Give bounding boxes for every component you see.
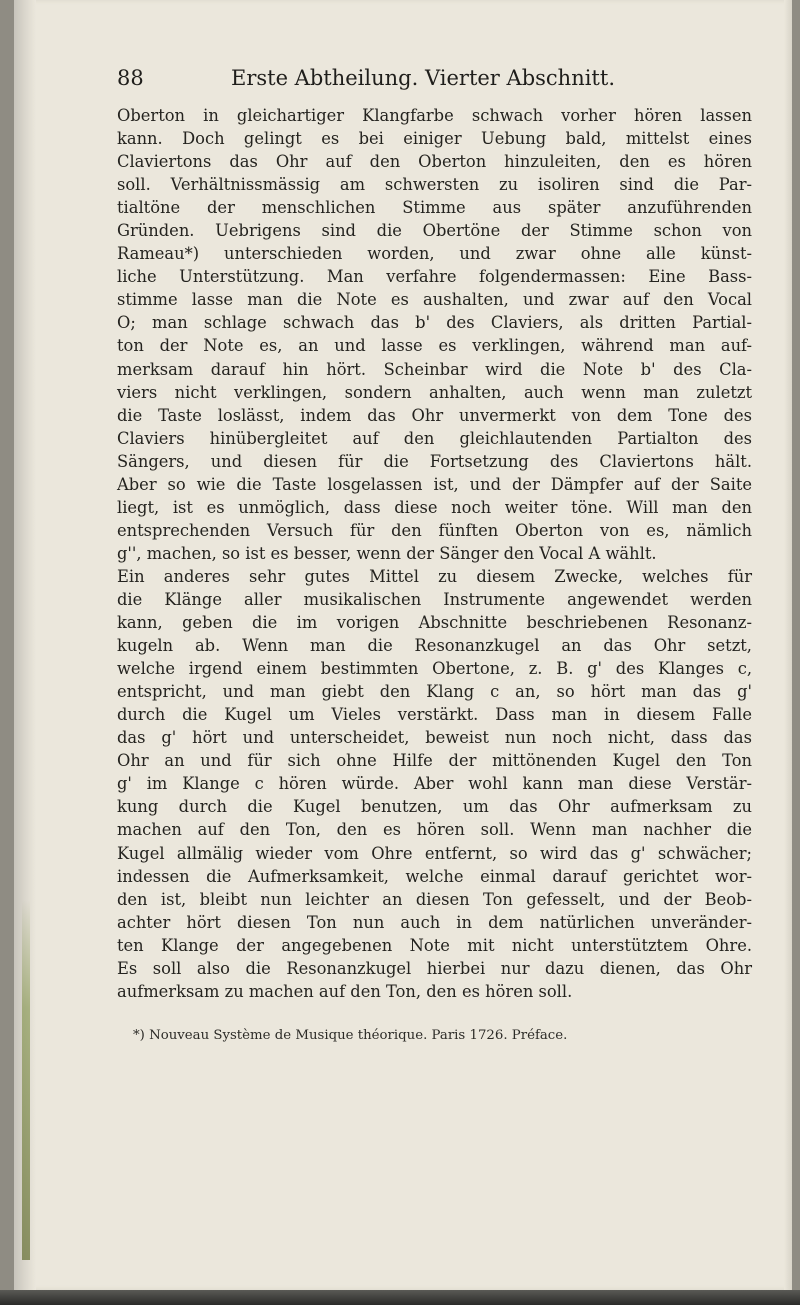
- text-line: ten Klange der angegebenen Note mit nicht unterstütztem Ohre.: [117, 935, 752, 955]
- text-line: stimme lasse man die Note es aushalten, und zwar auf den Vocal: [117, 290, 752, 310]
- text-line: tialtöne der menschlichen Stimme aus später anzuführenden: [117, 198, 752, 218]
- text-line: kann. Doch gelingt es bei einiger Uebung bald, mittelst eines: [117, 129, 752, 149]
- text-line: die Taste loslässt, indem das Ohr unvermerkt von dem Tone des: [117, 405, 752, 425]
- text-line: Gründen. Uebrigens sind die Obertöne der Stimme schon von: [117, 221, 752, 241]
- text-line: machen auf den Ton, den es hören soll. Wenn man nachher die: [117, 820, 752, 840]
- book-page: [14, 0, 792, 1290]
- running-head: Erste Abtheilung. Vierter Abschnitt.: [231, 66, 615, 90]
- page-number: 88: [117, 66, 144, 90]
- text-line: welche irgend einem bestimmten Obertone, z. B. g' des Klanges c,: [117, 659, 752, 679]
- scan-bottom-edge: [0, 1290, 800, 1305]
- text-line: durch die Kugel um Vieles verstärkt. Dass man in diesem Falle: [117, 705, 752, 725]
- text-line: aufmerksam zu machen auf den Ton, den es hören soll.: [117, 981, 573, 1001]
- text-line: kugeln ab. Wenn man die Resonanzkugel an das Ohr setzt,: [117, 636, 752, 656]
- text-line: Sängers, und diesen für die Fortsetzung des Claviertons hält.: [117, 451, 752, 471]
- text-line: achter hört diesen Ton nun auch in dem natürlichen unveränder-: [117, 912, 752, 932]
- text-line: entsprechenden Versuch für den fünften Oberton von es, nämlich: [117, 520, 752, 540]
- footnote: *) Nouveau Système de Musique théorique. Paris 1726. Préface.: [133, 1028, 568, 1043]
- text-line: Ein anderes sehr gutes Mittel zu diesem Zwecke, welches für: [117, 566, 752, 586]
- text-line: Oberton in gleichartiger Klangfarbe schwach vorher hören lassen: [117, 106, 752, 125]
- text-line: g' im Klange c hören würde. Aber wohl kann man diese Verstär-: [117, 774, 752, 794]
- text-line: die Klänge aller musikalischen Instrumente angewendet werden: [117, 589, 752, 609]
- text-line: das g' hört und unterscheidet, beweist nun noch nicht, dass das: [117, 728, 752, 748]
- text-line: ton der Note es, an und lasse es verklingen, während man auf-: [117, 336, 752, 356]
- text-line: Kugel allmälig wieder vom Ohre entfernt, so wird das g' schwächer;: [117, 843, 752, 863]
- text-line: indessen die Aufmerksamkeit, welche einmal darauf gerichtet wor-: [117, 866, 752, 886]
- text-line: soll. Verhältnissmässig am schwersten zu isoliren sind die Par-: [117, 175, 752, 195]
- text-line: liche Unterstützung. Man verfahre folgendermassen: Eine Bass-: [117, 267, 752, 287]
- text-line: kann, geben die im vorigen Abschnitte beschriebenen Resonanz-: [117, 613, 752, 633]
- text-line: Claviertons das Ohr auf den Oberton hinzuleiten, den es hören: [117, 152, 752, 172]
- page-binding-edge: [14, 0, 36, 1290]
- page-header: [14, 66, 792, 96]
- text-line: viers nicht verklingen, sondern anhalten, auch wenn man zuletzt: [117, 382, 752, 402]
- text-line: kung durch die Kugel benutzen, um das Ohr aufmerksam zu: [117, 797, 752, 817]
- text-line: merksam darauf hin hört. Scheinbar wird die Note b' des Cla-: [117, 359, 752, 379]
- text-line: g'', machen, so ist es besser, wenn der Sänger den Vocal A wählt.: [117, 543, 657, 563]
- text-line: Rameau*) unterschieden worden, und zwar ohne alle künst-: [117, 244, 752, 264]
- body-text: [117, 104, 752, 1003]
- text-line: entspricht, und man giebt den Klang c an, so hört man das g': [117, 682, 752, 702]
- text-line: Aber so wie die Taste losgelassen ist, und der Dämpfer auf der Saite: [117, 474, 752, 494]
- text-line: Es soll also die Resonanzkugel hierbei nur dazu dienen, das Ohr: [117, 958, 752, 978]
- text-line: O; man schlage schwach das b' des Claviers, als dritten Partial-: [117, 313, 752, 333]
- page-right-edge: [784, 0, 792, 1290]
- text-line: Ohr an und für sich ohne Hilfe der mittönenden Kugel den Ton: [117, 751, 752, 771]
- text-line: Claviers hinübergleitet auf den gleichlautenden Partialton des: [117, 428, 752, 448]
- binding-discoloration: [22, 900, 30, 1260]
- text-line: den ist, bleibt nun leichter an diesen Ton gefesselt, und der Beob-: [117, 889, 752, 909]
- text-line: liegt, ist es unmöglich, dass diese noch weiter töne. Will man den: [117, 497, 752, 517]
